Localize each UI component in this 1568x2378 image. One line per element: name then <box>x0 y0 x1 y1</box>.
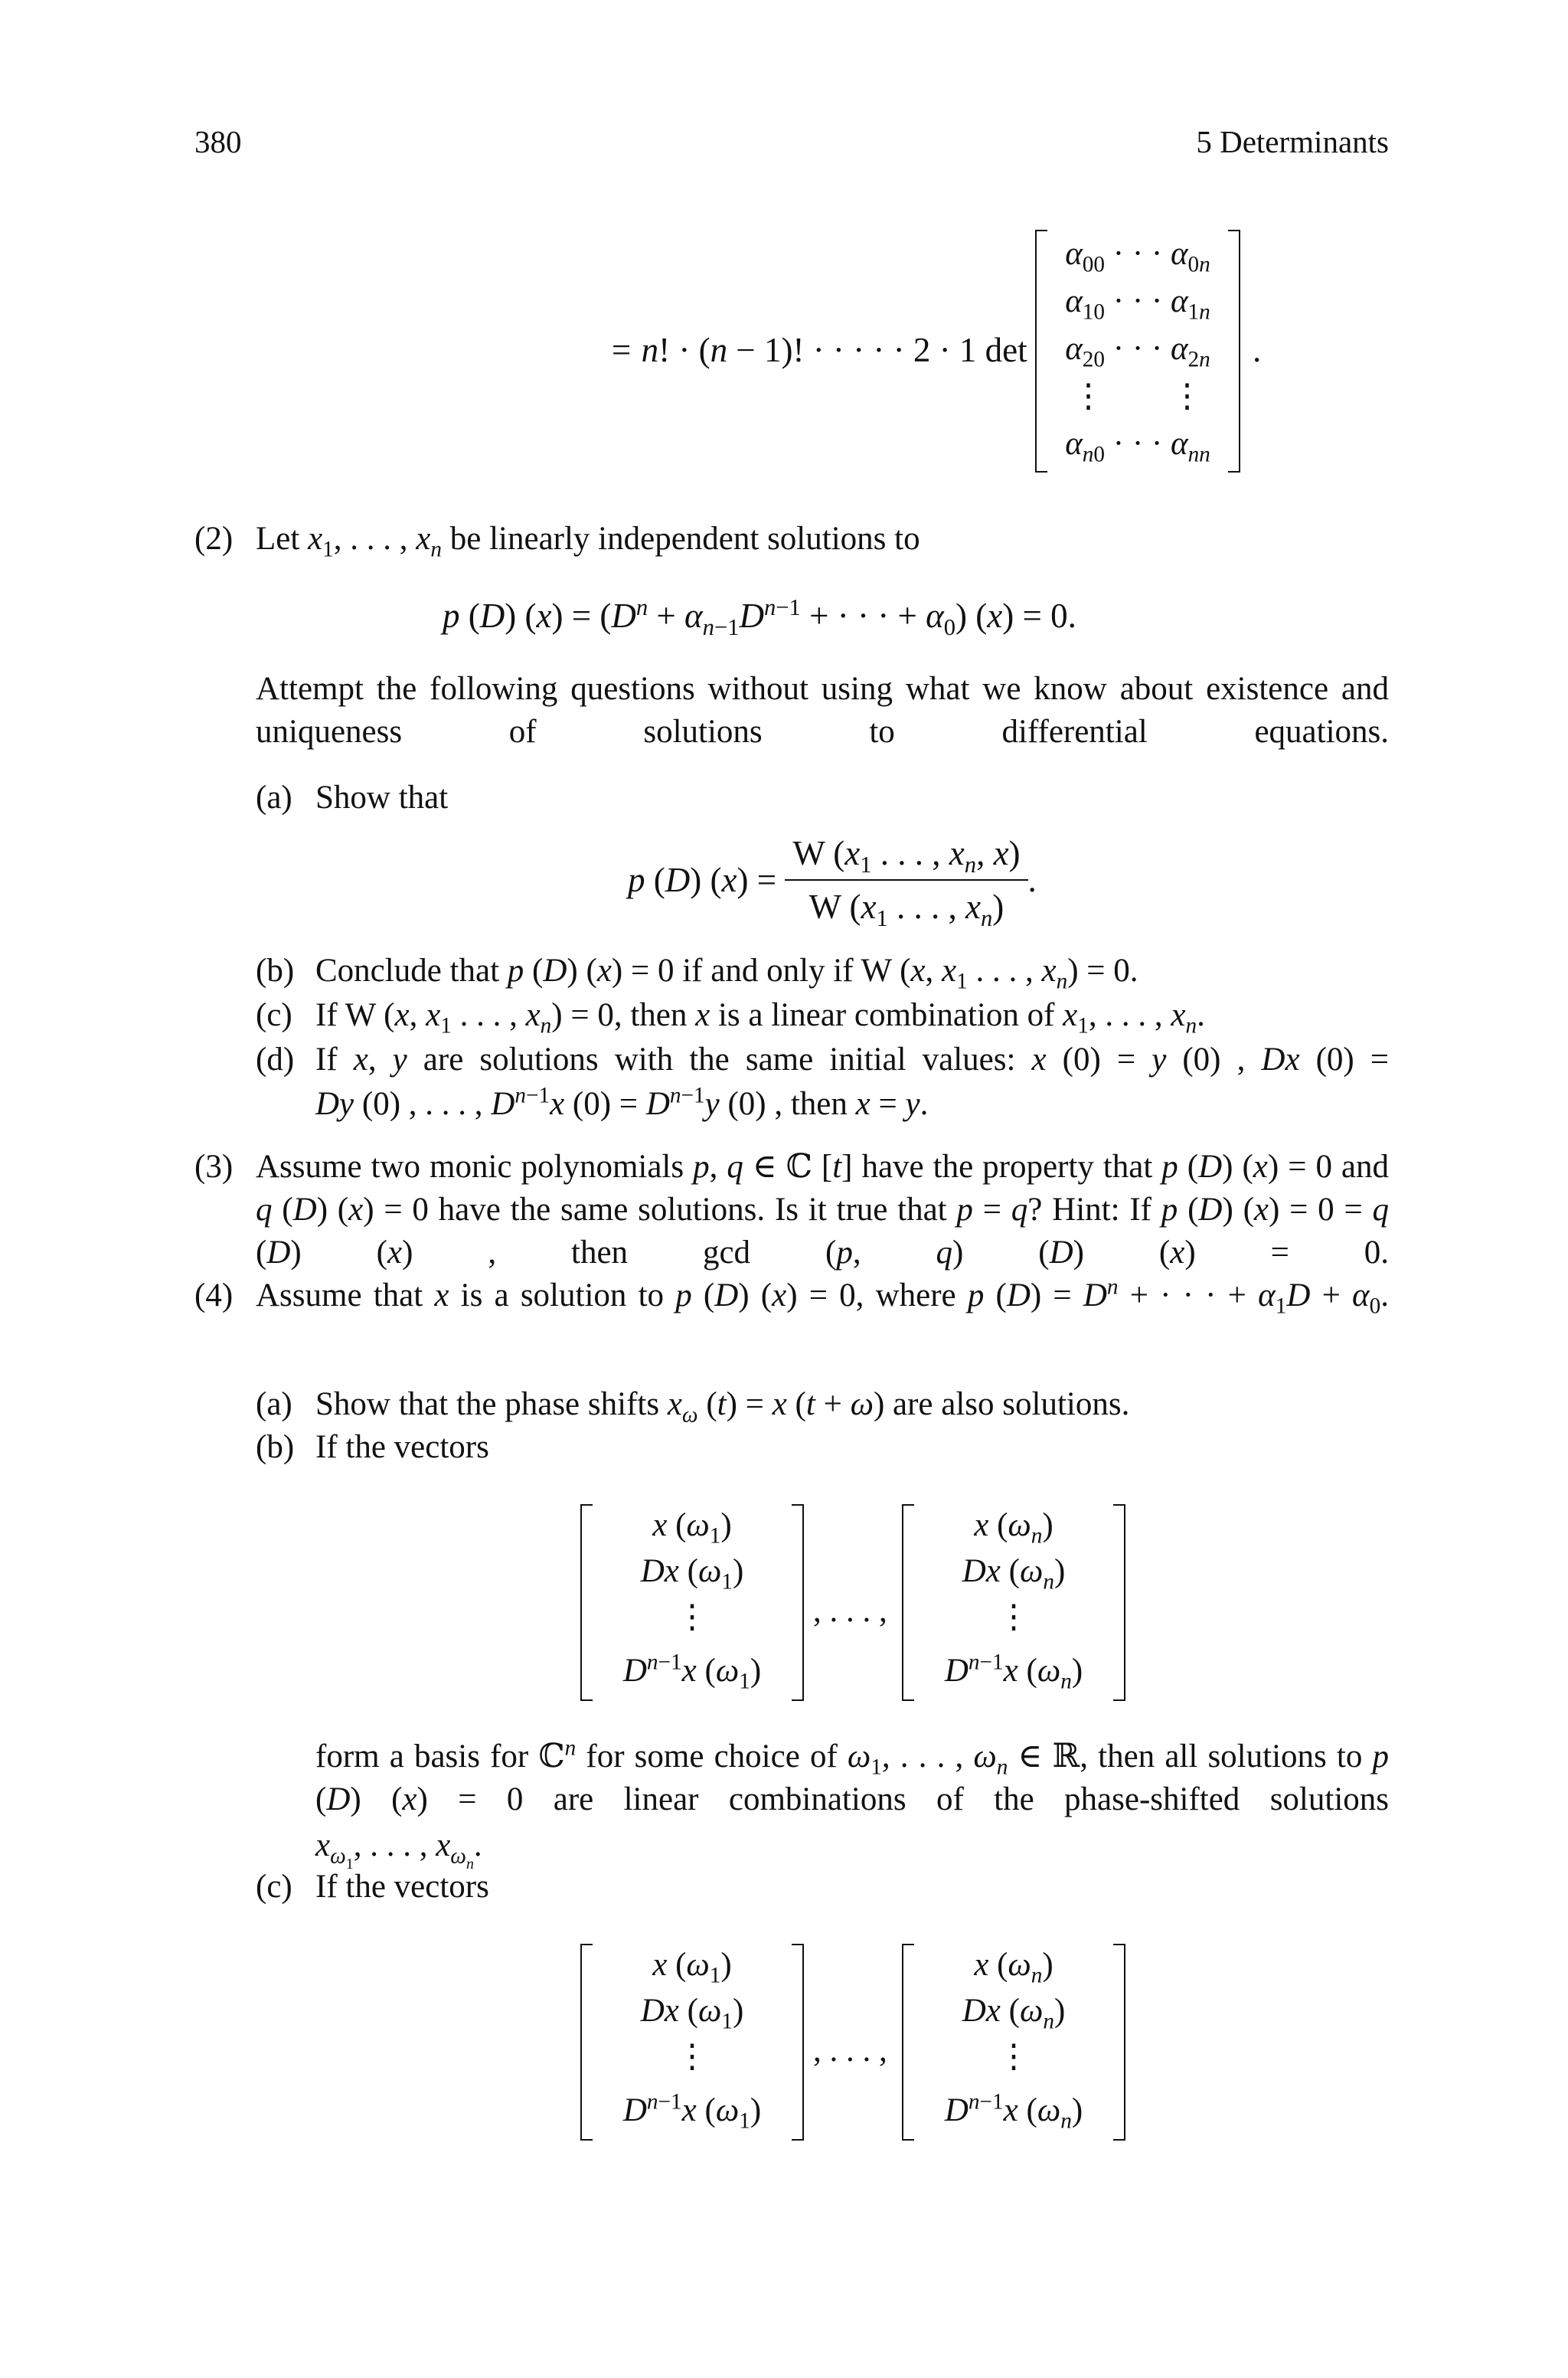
vector-last-c <box>902 1944 1125 2141</box>
matrix-row-1: $\alpha_{10}$ · · · $\alpha_{1n}$ <box>1065 283 1210 325</box>
vector-row: $D^{n-1}x$ $(\omega_n)$ <box>944 1650 1083 1694</box>
item2-intro: Let $x_1$, . . . , $x_n$ be linearly independent solutions to <box>256 521 920 562</box>
item3-text: Assume two monic polynomials p, q ∈ ℂ [t] have the property that p (D) (x) = 0 and q (D) (x) = 0 have the same solutions. Is it true that p = q? Hint: If p (D) (x) = 0 = q (D) (x) , then gcd (p, q) (D) (x) = 0. <box>256 1149 1390 1271</box>
item2a-text: Show that <box>315 780 449 816</box>
vector-row: ⋮ <box>997 2039 1031 2075</box>
item2d-text-1: If x, y are solutions with the same initial values: x (0) = y (0) , Dx (0) = <box>315 1042 1390 1078</box>
vector-row: Dx $(\omega_1)$ <box>640 1993 744 2034</box>
item2c-text: If W (x, $x_1$ . . . , $x_n) = 0$, then x is a linear combination of $x_1$, . . . , $x_n$. <box>315 997 1205 1039</box>
running-head <box>1196 123 1389 161</box>
item2b-text: Conclude that p (D) (x) = 0 if and only if W (x, $x_1$ . . . , $x_n) = 0$. <box>315 953 1138 994</box>
vector-row: x $(\omega_1)$ <box>652 1507 732 1549</box>
coefficient-matrix <box>1035 230 1240 473</box>
item4c-text: If the vectors <box>315 1869 489 1905</box>
vector-first-c <box>580 1944 804 2141</box>
vector-row: x $(\omega_1)$ <box>652 1947 732 1988</box>
eq1-lhs: = n! · (n − 1)! · · · · · 2 · 1 det <box>609 331 1027 369</box>
wronskian-fraction: $\frac{W (x_1 . . . , x_n, x)}{W (x_1 . . . , x_n)}$ <box>785 830 1027 930</box>
item4a-text: Show that the phase shifts $x_\omega$ (t) = x (t + ω) are also solutions. <box>315 1386 1130 1428</box>
vector-row: $D^{n-1}x$ $(\omega_1)$ <box>622 2089 762 2134</box>
item4c-label: (c) <box>256 1869 292 1905</box>
item4-number: (4) <box>194 1277 234 1313</box>
item3-number: (3) <box>194 1149 234 1185</box>
vector-row: $D^{n-1}x$ $(\omega_n)$ <box>944 2089 1083 2134</box>
matrix-row-3: ⋮ ⋮ <box>1072 378 1204 414</box>
item2b-label: (b) <box>256 953 295 989</box>
item4b-label: (b) <box>256 1429 295 1465</box>
page-number: 380 <box>194 124 242 159</box>
eq1-trailing: . <box>1253 331 1262 369</box>
item2-equation: p (D) $(x) = (D^n + \alpha_{n-1}D^{n-1}$ + · · · + $\alpha_0$) (x) = 0. <box>443 594 1076 640</box>
vector-first-b <box>580 1504 804 1702</box>
item2d-text-2: Dy (0) , . . . , $D^{n-1}x$ $(0) = D^{n-1}y$ (0) , then x = y. <box>315 1083 929 1122</box>
item2a-equation: p (D) (x) = $\frac{W (x_1 . . . , x_n, x)}{W (x_1 . . . , x_n)}$ . <box>628 830 1037 930</box>
item2a-label: (a) <box>256 780 292 816</box>
vector-row: Dx $(\omega_1)$ <box>640 1553 744 1595</box>
vector-row: ⋮ <box>675 1599 709 1635</box>
vector-row: x $(\omega_n)$ <box>974 1947 1054 1988</box>
chapter-title: 5 Determinants <box>1196 124 1389 159</box>
vector-row: ⋮ <box>675 2039 709 2075</box>
item2-paragraph: Attempt the following questions without using what we know about existence and uniqueness of solutions to differential equations. <box>256 671 1389 750</box>
item4-text: Assume that x is a solution to p (D) (x) = 0, where p $(D) = D^n$ + · · · + $\alpha_1D + \alpha_0$. <box>256 1274 1389 1319</box>
item4b-after-end: $x_{\omega_1}$, . . . , $x_{\omega_n}$. <box>315 1827 482 1873</box>
matrix-row-2: $\alpha_{20}$ · · · $\alpha_{2n}$ <box>1065 331 1210 372</box>
item4b-text: If the vectors <box>315 1429 489 1465</box>
vector-row: $D^{n-1}x$ $(\omega_1)$ <box>622 1650 762 1694</box>
matrix-row-0: $\alpha_{00}$ · · · $\alpha_{0n}$ <box>1065 236 1210 277</box>
vector-last-b <box>902 1504 1125 1702</box>
item4a-label: (a) <box>256 1386 292 1422</box>
vector-row: Dx $(\omega_n)$ <box>962 1993 1066 2034</box>
vector-separator: , . . . , <box>813 1593 887 1629</box>
vector-row: x $(\omega_n)$ <box>974 1507 1054 1549</box>
vector-row: ⋮ <box>997 1599 1031 1635</box>
item2c-label: (c) <box>256 997 292 1033</box>
vector-separator: , . . . , <box>813 2033 887 2069</box>
item2d-label: (d) <box>256 1042 295 1078</box>
item2-number: (2) <box>194 521 234 557</box>
item4b-after: form a basis for ℂ$^n$ for some choice of $\omega_1$, . . . , $\omega_n$ ∈ ℝ, then all solutions to p (D) (x) = 0 are linear combinations of the phase-shifted solutions <box>315 1735 1389 1817</box>
vector-row: Dx $(\omega_n)$ <box>962 1553 1066 1595</box>
matrix-row-4: $\alpha_{n0}$ · · · $\alpha_{nn}$ <box>1065 426 1210 467</box>
